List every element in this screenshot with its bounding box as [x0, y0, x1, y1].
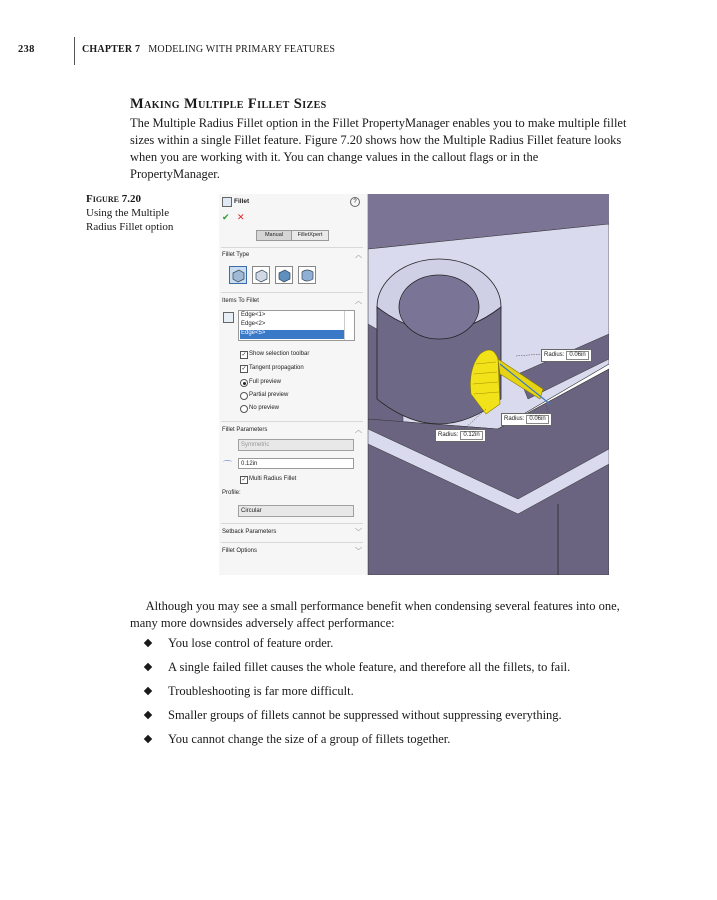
face-fillet-icon[interactable] [275, 266, 293, 284]
fillet-feature-icon [222, 197, 232, 207]
partial-preview-radio[interactable] [240, 392, 248, 400]
list-item-text: You lose control of feature order. [168, 636, 334, 650]
bullet-diamond-icon [144, 639, 152, 647]
radius-callout[interactable] [541, 349, 592, 362]
bullet-diamond-icon [144, 711, 152, 719]
radius-callout[interactable] [435, 429, 486, 442]
chevron-up-icon[interactable]: ︿ [355, 427, 362, 434]
symmetric-dropdown[interactable]: Symmetric [238, 439, 354, 451]
chevron-up-icon[interactable]: ︿ [355, 252, 362, 259]
list-item-selected[interactable]: Edge<5> [240, 330, 344, 339]
full-preview-label: Full preview [249, 379, 282, 385]
divider [221, 292, 363, 293]
constant-size-fillet-icon[interactable] [229, 266, 247, 284]
fillet-property-manager [219, 194, 368, 575]
show-selection-toolbar-label: Show selection toolbar [249, 351, 310, 357]
list-item-text: A single failed fillet causes the whole feature, and therefore all the fillets, to fail. [168, 660, 571, 674]
tangent-propagation-label: Tangent propagation [249, 365, 304, 371]
divider [221, 542, 363, 543]
figure-screenshot [219, 194, 609, 575]
list-item[interactable]: Edge<1> [241, 312, 266, 318]
running-header [82, 44, 335, 55]
section-paragraph: The Multiple Radius Fillet option in the Fillet PropertyManager enables you to make multiple fillet sizes within a single Fillet feature. Figure 7.20 shows how the Multiple Radius Fillet feature looks when you are working with it. You can change values in the callout flags or in the PropertyManager. [130, 116, 627, 181]
profile-label: Profile: [222, 490, 241, 496]
profile-dropdown[interactable]: Circular [238, 505, 354, 517]
edges-list[interactable] [238, 310, 355, 341]
divider [221, 421, 363, 422]
header-divider [74, 37, 75, 65]
radius-icon: ⌒ [223, 460, 233, 470]
body-paragraph-text: Although you may see a small performance benefit when condensing several features into one, many more downsides adversely affect performance: [130, 599, 620, 630]
list-item[interactable]: Edge<2> [241, 321, 266, 327]
figure-caption: Using the Multiple Radius Fillet option [86, 207, 174, 233]
divider [221, 247, 363, 248]
chevron-down-icon[interactable]: ﹀ [355, 548, 362, 555]
list-item-text: Troubleshooting is far more difficult. [168, 684, 354, 698]
no-preview-label: No preview [249, 405, 280, 411]
list-item [145, 683, 645, 707]
list-item [145, 707, 645, 731]
full-preview-radio[interactable] [240, 379, 248, 387]
bullet-diamond-icon [144, 735, 152, 743]
boss-hole [399, 275, 479, 339]
section-title: Making Multiple Fillet Sizes [130, 96, 327, 112]
tangent-propagation-checkbox[interactable]: ✓ [241, 366, 247, 372]
list-item-text: You cannot change the size of a group of fillets together. [168, 732, 451, 746]
list-item-text: Smaller groups of fillets cannot be suppressed without suppressing everything. [168, 708, 562, 722]
ok-icon[interactable]: ✔ [222, 212, 230, 222]
bullet-diamond-icon [144, 663, 152, 671]
tab-filletxpert[interactable]: FilletXpert [291, 230, 329, 241]
items-to-fillet-header[interactable]: Items To Fillet [222, 298, 259, 304]
body-paragraph [130, 598, 640, 632]
multi-radius-fillet-checkbox[interactable]: ✓ [241, 477, 247, 483]
fillet-type-header[interactable]: Fillet Type [222, 252, 250, 258]
setback-parameters-header[interactable]: Setback Parameters [222, 529, 277, 535]
edge-selection-icon [223, 312, 234, 323]
cancel-icon[interactable]: ✕ [237, 212, 245, 222]
figure-label: Figure 7.20 [86, 193, 141, 205]
callout-label: Radius: [544, 352, 565, 358]
callout-value[interactable]: 0.12in [460, 431, 482, 440]
page-number: 238 [18, 44, 35, 55]
help-icon[interactable]: ? [350, 197, 360, 207]
chevron-up-icon[interactable]: ︿ [355, 298, 362, 305]
list-item [145, 659, 645, 683]
list-item [145, 635, 645, 659]
chevron-down-icon[interactable]: ﹀ [355, 529, 362, 536]
multi-radius-fillet-label: Multi Radius Fillet [249, 476, 297, 482]
partial-preview-label: Partial preview [249, 392, 289, 398]
no-preview-radio[interactable] [240, 405, 248, 413]
show-selection-toolbar-checkbox[interactable]: ✓ [241, 352, 247, 358]
bullet-list [145, 635, 645, 755]
list-item [145, 731, 645, 755]
fillet-options-header[interactable]: Fillet Options [222, 548, 258, 554]
model-viewport[interactable] [368, 194, 609, 575]
fillet-parameters-header[interactable]: Fillet Parameters [222, 427, 268, 433]
variable-size-fillet-icon[interactable] [252, 266, 270, 284]
bullet-diamond-icon [144, 687, 152, 695]
callout-label: Radius: [504, 416, 525, 422]
panel-title: Fillet [234, 198, 250, 205]
callout-value[interactable]: 0.06in [526, 415, 548, 424]
callout-label: Radius: [438, 432, 459, 438]
tab-manual[interactable]: Manual [256, 230, 292, 241]
radius-input[interactable]: 0.12in [238, 458, 354, 469]
chapter-label: CHAPTER 7 [82, 44, 141, 55]
callout-value[interactable]: 0.06in [566, 351, 588, 360]
divider [221, 523, 363, 524]
list-scrollbar[interactable] [344, 311, 353, 340]
radius-callout[interactable] [501, 413, 552, 426]
full-round-fillet-icon[interactable] [298, 266, 316, 284]
chapter-title: MODELING WITH PRIMARY FEATURES [148, 44, 336, 55]
